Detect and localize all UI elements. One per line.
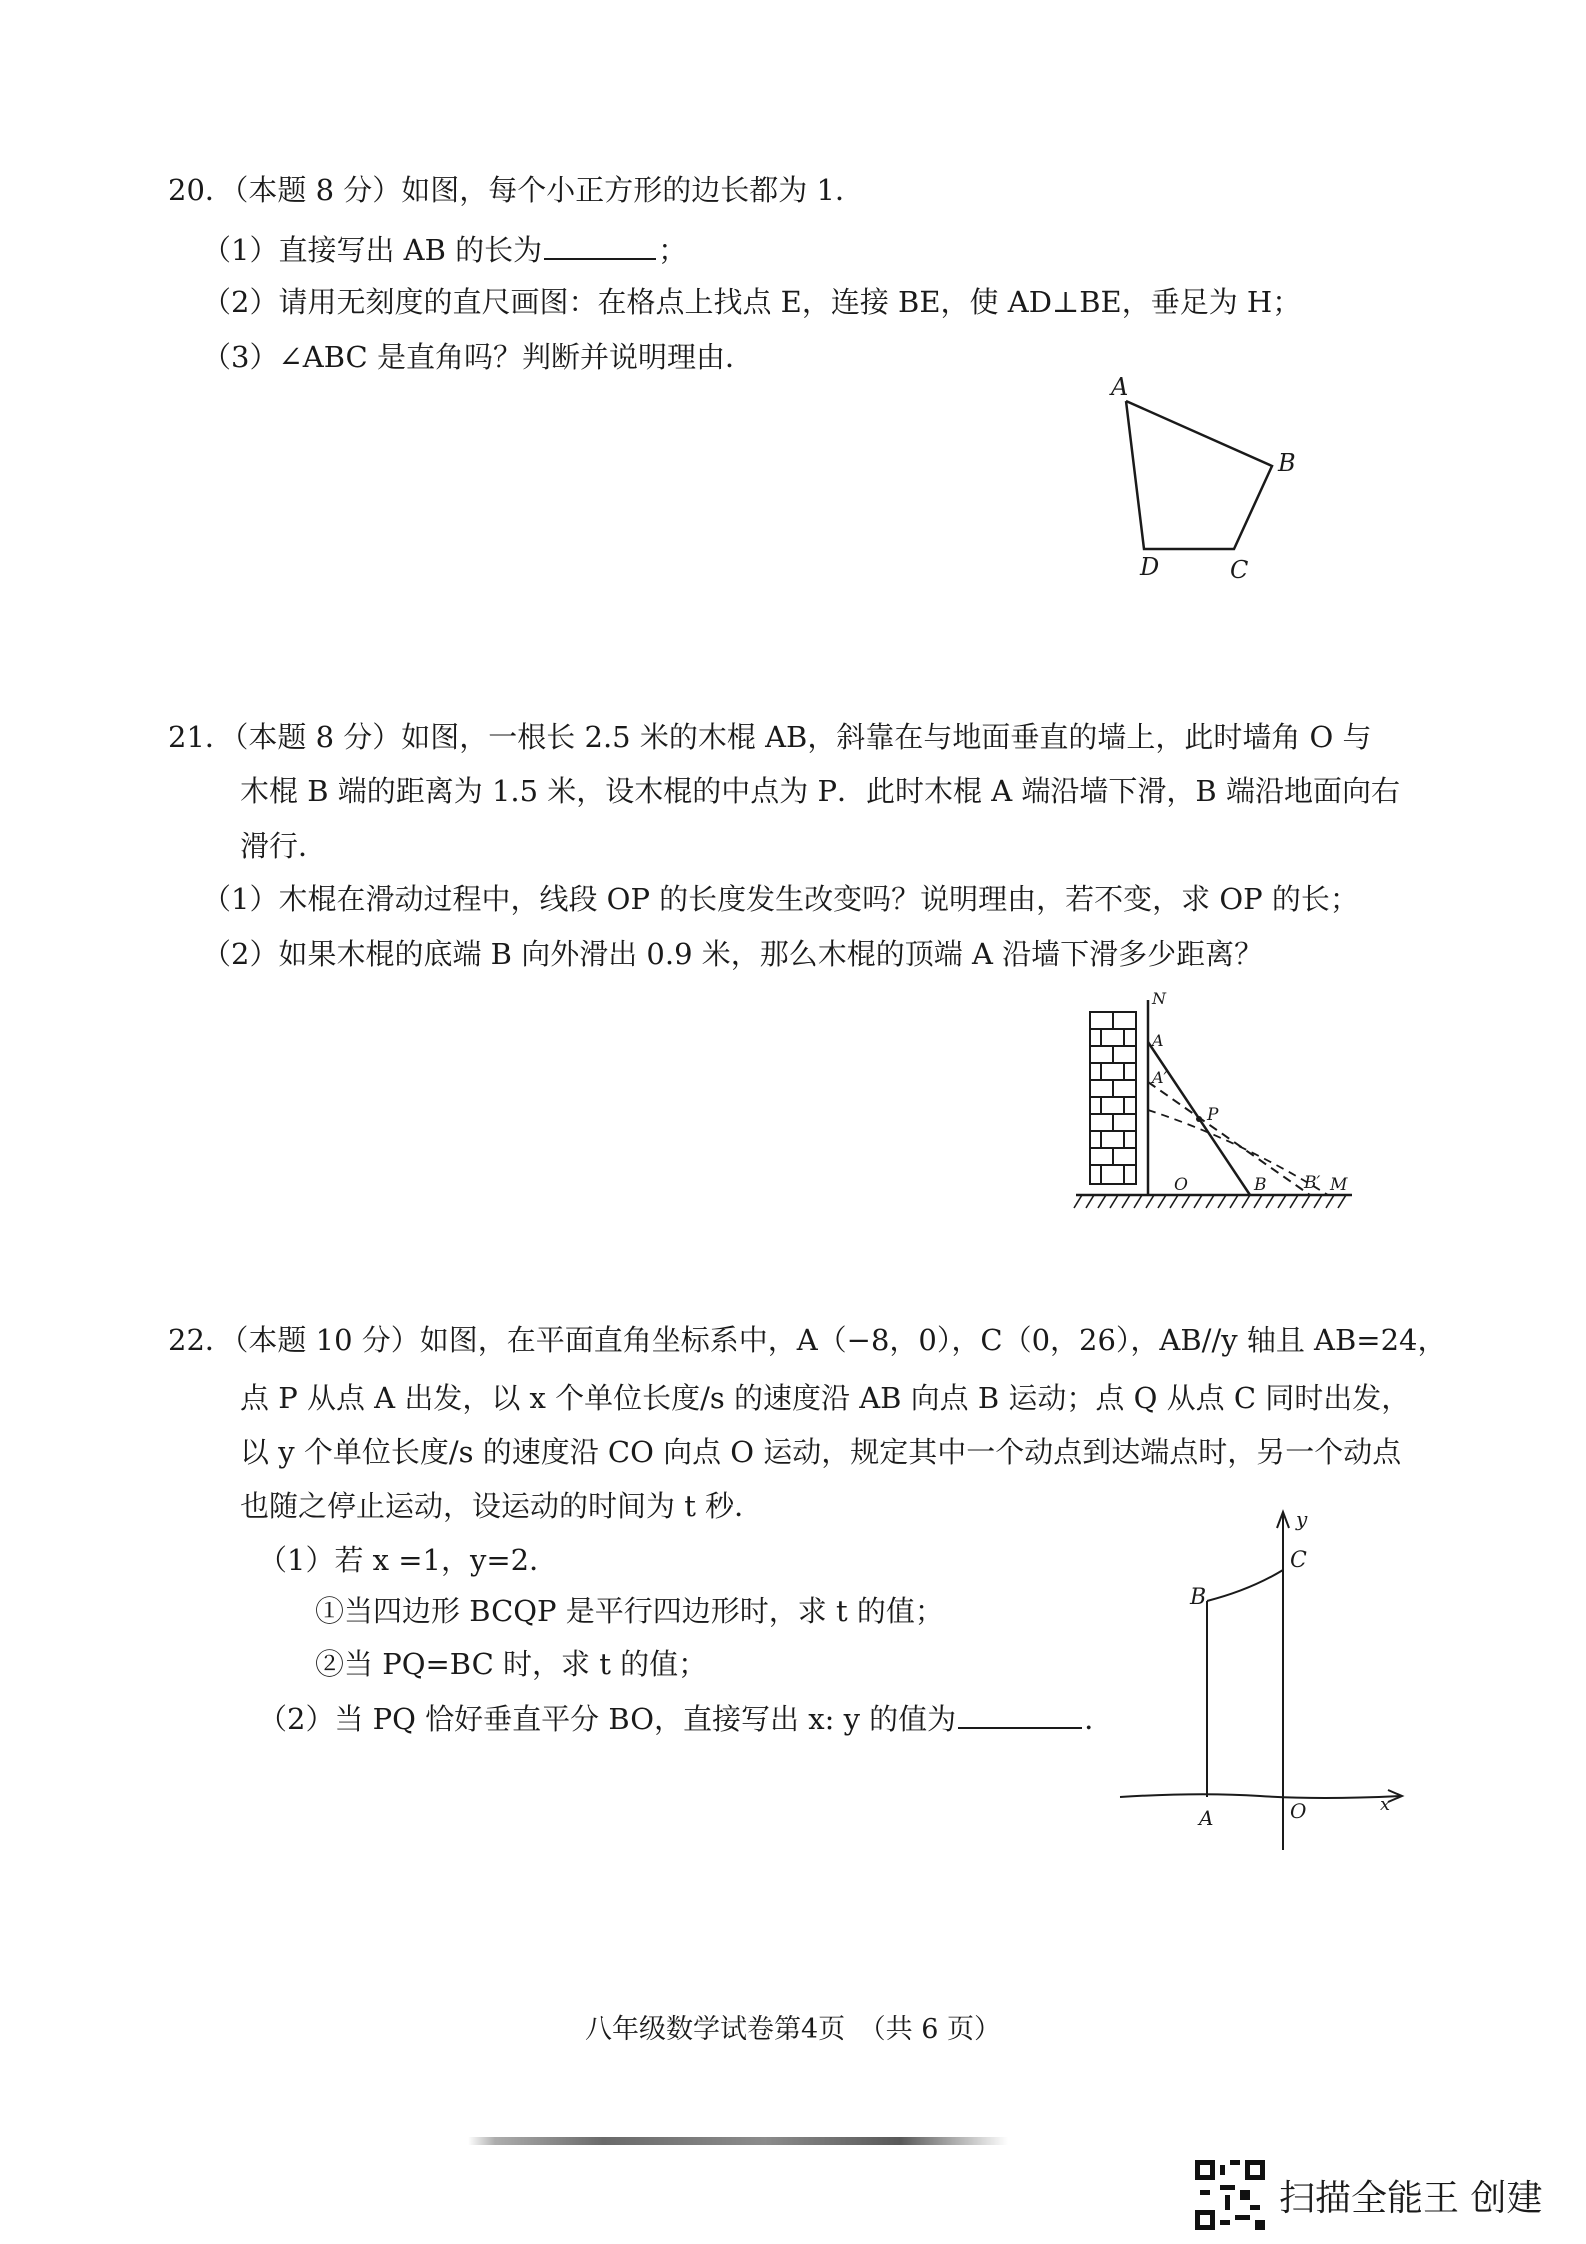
page-footer: 八年级数学试卷第4页 （共 6 页） — [584, 2014, 1002, 2045]
quadrilateral-abcd — [1126, 401, 1272, 549]
label-b-prime: B′ — [1304, 1173, 1321, 1193]
label-a: A — [1152, 1031, 1164, 1050]
q21-line-2: 木棍 B 端的距离为 1.5 米，设木棍的中点为 P．此时木棍 A 端沿墙下滑，B 端沿地面向右 — [240, 774, 1400, 808]
segment-bc — [1207, 1570, 1283, 1601]
q21-line-1: 21．（本题 8 分）如图，一根长 2.5 米的木棍 AB，斜靠在与地面垂直的墙上，此时墙角 O 与 — [168, 720, 1372, 754]
q21-figure — [1060, 990, 1370, 1225]
label-m: M — [1330, 1175, 1348, 1195]
label-b: B — [1190, 1585, 1207, 1610]
x-axis — [1120, 1794, 1400, 1798]
answer-blank — [958, 1697, 1082, 1729]
q20-part1-end: ； — [658, 233, 688, 267]
label-a-prime: A′ — [1152, 1068, 1168, 1087]
q22-part2-end: ． — [1084, 1702, 1114, 1736]
label-d: D — [1140, 553, 1160, 581]
q22-line-1: 22．（本题 10 分）如图，在平面直角坐标系中，A（−8，0），C（0，26），AB//y 轴且 AB=24， — [168, 1323, 1447, 1357]
scanner-watermark — [1195, 2160, 1542, 2230]
q20-part2: （2）请用无刻度的直尺画图：在格点上找点 E，连接 BE，使 AD⊥BE，垂足为 H； — [202, 285, 1302, 319]
q22-part1b: ②当 PQ=BC 时，求 t 的值； — [315, 1647, 708, 1681]
label-o: O — [1174, 1175, 1188, 1195]
label-n: N — [1152, 990, 1166, 1008]
label-c: C — [1230, 556, 1249, 584]
q22-line-4: 也随之停止运动，设运动的时间为 t 秒． — [240, 1489, 764, 1523]
q20-part3: （3）∠ABC 是直角吗？判断并说明理由． — [202, 340, 754, 374]
label-o: O — [1290, 1799, 1307, 1823]
q22-line-3: 以 y 个单位长度/s 的速度沿 CO 向点 O 运动，规定其中一个动点到达端点时，另一个动点 — [240, 1435, 1402, 1469]
label-b: B — [1278, 449, 1296, 477]
q20-header: 20．（本题 8 分）如图，每个小正方形的边长都为 1． — [168, 173, 864, 207]
q21-part1: （1）木棍在滑动过程中，线段 OP 的长度发生改变吗？说明理由，若不变，求 OP 的长； — [202, 882, 1359, 916]
q20-figure — [1100, 370, 1330, 590]
label-a: A — [1199, 1806, 1214, 1830]
label-x: x — [1380, 1794, 1391, 1815]
q22-part2-text: （2）当 PQ 恰好垂直平分 BO，直接写出 x: y 的值为 — [258, 1702, 957, 1736]
label-p: P — [1207, 1105, 1219, 1125]
q22-figure — [1110, 1500, 1410, 1865]
q20-part1-text: （1）直接写出 AB 的长为 — [202, 233, 543, 267]
scan-artifact — [468, 2137, 1008, 2145]
label-c: C — [1290, 1548, 1307, 1573]
brick-wall — [1090, 1012, 1136, 1184]
q20-part1 — [202, 228, 687, 270]
label-b: B — [1254, 1175, 1267, 1195]
q22-line-2: 点 P 从点 A 出发，以 x 个单位长度/s 的速度沿 AB 向点 B 运动；点 Q 从点 C 同时出发， — [240, 1381, 1411, 1415]
answer-blank — [544, 228, 656, 260]
q22-part2 — [258, 1697, 1113, 1739]
point-p — [1196, 1116, 1202, 1122]
ground-hatching — [1074, 1195, 1346, 1208]
label-y: y — [1296, 1507, 1308, 1531]
qr-code-icon — [1195, 2160, 1265, 2230]
q21-line-3: 滑行． — [240, 829, 328, 863]
q22-part1a: ①当四边形 BCQP 是平行四边形时，求 t 的值； — [315, 1594, 944, 1628]
watermark-text: 扫描全能王 创建 — [1279, 2177, 1543, 2219]
label-a: A — [1111, 373, 1129, 401]
q21-part2: （2）如果木棍的底端 B 向外滑出 0.9 米，那么木棍的顶端 A 沿墙下滑多少距离？ — [202, 937, 1264, 971]
q22-part1: （1）若 x =1，y=2． — [258, 1543, 559, 1577]
stick-a2b2 — [1148, 1082, 1310, 1195]
